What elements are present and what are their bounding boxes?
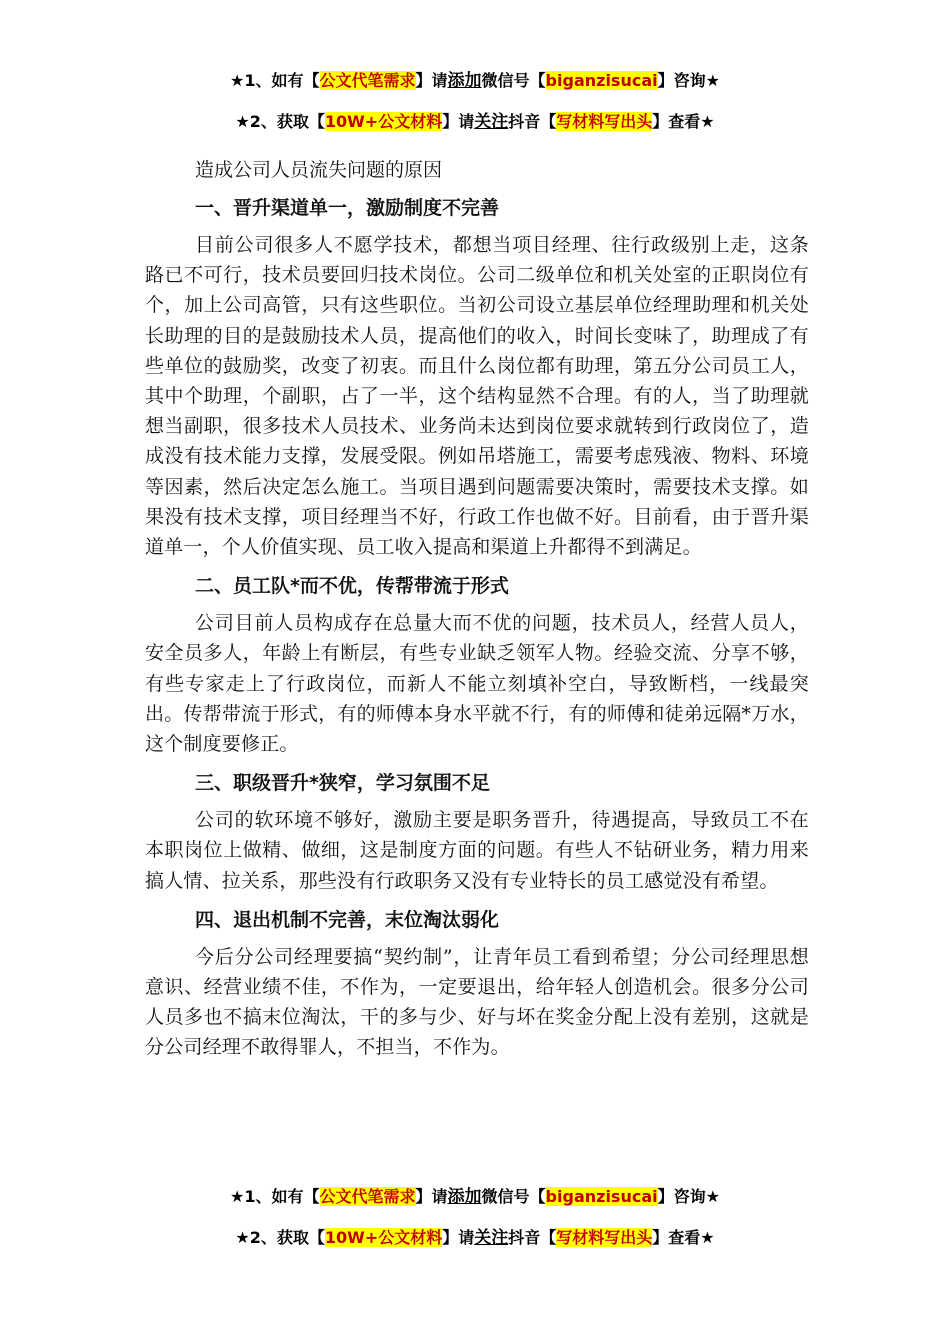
douyin-id-highlight: 写材料写出头 [556,1228,653,1247]
banner-text: 抖音【 [508,112,557,131]
banner-line-2 [0,110,950,134]
banner-text: 】请 [442,1228,475,1247]
section-heading-4: 四、退出机制不完善，末位淘汰弱化 [195,908,500,931]
wechat-id-highlight: biganzisucai [545,71,658,90]
banner-line-2-bottom [0,1226,950,1250]
document-title: 造成公司人员流失问题的原因 [195,159,443,181]
banner-emphasis: 关注 [474,1228,509,1248]
banner-text: 微信号【 [481,71,546,90]
banner-emphasis: 添加 [447,1187,482,1207]
banner-line-1 [0,69,950,93]
section-paragraph-3: 公司的软环境不够好，激励主要是职务晋升，待遇提高，导致员工不在本职岗位上做精、做细，这是制度方面的问题。有些人不钻研业务，精力用来搞人情、拉关系，那些没有行政职务又没有专业特长的员工感觉没有希望。 [145,809,809,892]
banner-prefix: ★2、获取【 [235,1228,325,1247]
banner-text: 】请 [415,71,448,90]
banner-emphasis: 添加 [447,71,482,91]
banner-highlight: 10W+公文材料 [324,112,443,131]
wechat-id-highlight: biganzisucai [545,1187,658,1206]
banner-text: 】请 [415,1187,448,1206]
banner-prefix: ★2、获取【 [235,112,325,131]
banner-highlight: 公文代笔需求 [319,1187,416,1206]
banner-emphasis: 关注 [474,112,509,132]
section-paragraph-1: 目前公司很多人不愿学技术，都想当项目经理、往行政级别上走，这条路已不可行，技术员要回归技术岗位。公司二级单位和机关处室的正职岗位有个，加上公司高管，只有这些职位。当初公司设立基层单位经理助理和机关处长助理的目的是鼓励技术人员，提高他们的收入，时间长变味了，助理成了有些单位的鼓励奖，改变了初衷。而且什么岗位都有助理，第五分公司员工人，其中个助理，个副职，占了一半，这个结构显然不合理。有的人，当了助理就想当副职，很多技术人员技术、业务尚未达到岗位要求就转到行政岗位了，造成没有技术能力支撑，发展受限。例如吊塔施工，需要考虑残液、物料、环境等因素，然后决定怎么施工。当项目遇到问题需要决策时，需要技术支撑。如果没有技术支撑，项目经理当不好，行政工作也做不好。目前看，由于晋升渠道单一，个人价值实现、员工收入提高和渠道上升都得不到满足。 [145,234,809,559]
banner-highlight: 公文代笔需求 [319,71,416,90]
section-heading-3: 三、职级晋升*狭窄，学习氛围不足 [195,772,490,795]
banner-suffix: 】咨询★ [657,1187,720,1206]
banner-prefix: ★1、如有【 [230,71,320,90]
banner-prefix: ★1、如有【 [230,1187,320,1206]
section-paragraph-4: 今后分公司经理要搞“契约制”，让青年员工看到希望；分公司经理思想意识、经营业绩不佳，不作为，一定要退出，给年轻人创造机会。很多分公司人员多也不搞末位淘汰，干的多与少、好与坏在奖金分配上没有差别，这就是分公司经理不敢得罪人，不担当，不作为。 [145,945,809,1059]
section-heading-2: 二、员工队*而不优，传帮带流于形式 [195,575,509,598]
banner-suffix: 】查看★ [652,112,715,131]
section-paragraph-2: 公司目前人员构成存在总量大而不优的问题，技术员人，经营人员人，安全员多人，年龄上有断层，有些专业缺乏领军人物。经验交流、分享不够，有些专家走上了行政岗位，而新人不能立刻填补空白，导致断档，一线最突出。传帮带流于形式，有的师傅本身水平就不行，有的师傅和徒弟远隔*万水，这个制度要修正。 [145,612,809,756]
douyin-id-highlight: 写材料写出头 [556,112,653,131]
banner-highlight: 10W+公文材料 [324,1228,443,1247]
banner-suffix: 】查看★ [652,1228,715,1247]
document-body [145,154,809,1071]
banner-text: 抖音【 [508,1228,557,1247]
banner-line-1-bottom [0,1185,950,1209]
banner-text: 】请 [442,112,475,131]
banner-text: 微信号【 [481,1187,546,1206]
banner-suffix: 】咨询★ [657,71,720,90]
section-heading-1: 一、晋升渠道单一，激励制度不完善 [195,197,500,219]
